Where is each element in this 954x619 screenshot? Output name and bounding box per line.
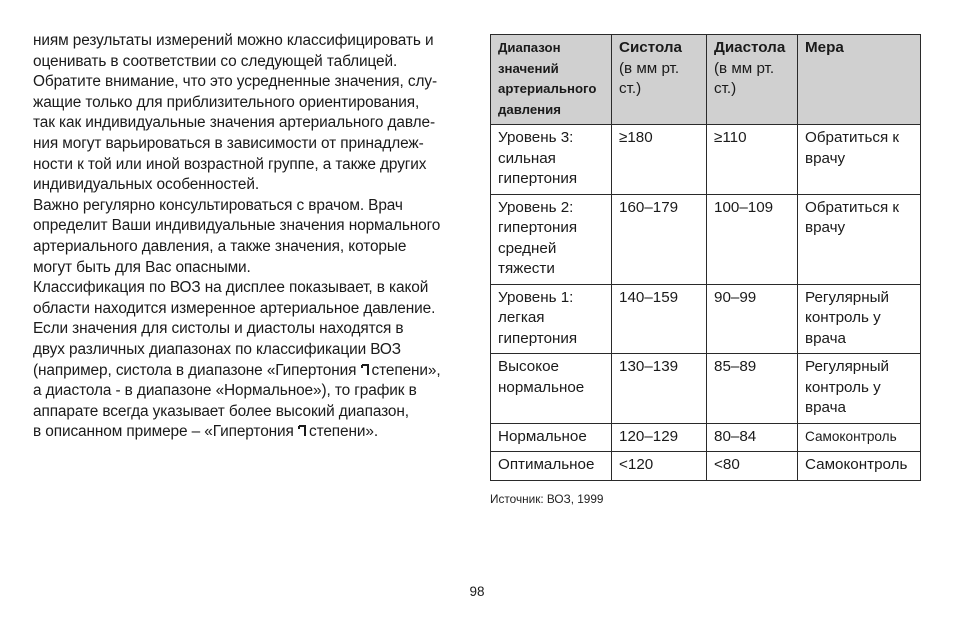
cell-systole: 160–179 — [612, 194, 707, 284]
cell-range: Нормальное — [491, 423, 612, 452]
text-line: Если значения для систолы и диастолы находятся в — [33, 320, 404, 338]
cell-diastole: 100–109 — [707, 194, 798, 284]
table-row — [491, 354, 921, 424]
text-line: оценивать в соответствии со следующей таблицей. — [33, 52, 398, 70]
cell-diastole: 80–84 — [707, 423, 798, 452]
text-line: ности к той или иной возрастной группе, а также других — [33, 155, 427, 173]
cell-action: Обратиться к врачу — [798, 194, 921, 284]
header-action: Мера — [798, 35, 921, 125]
classification-section — [490, 34, 920, 506]
cell-range: Высокое нормальное — [491, 354, 612, 424]
table-row — [491, 194, 921, 284]
cell-systole: ≥180 — [612, 125, 707, 195]
cell-systole: 140–159 — [612, 284, 707, 354]
text-line: индивидуальных особенностей. — [33, 176, 259, 194]
table-row — [491, 452, 921, 481]
cell-diastole: 85–89 — [707, 354, 798, 424]
text-fragment: степени». — [308, 423, 379, 441]
text-line: определит Ваши индивидуальные значения нормального — [33, 217, 441, 235]
text-line: ния могут варьироваться в зависимости от принадлеж- — [33, 134, 424, 152]
cell-diastole: 90–99 — [707, 284, 798, 354]
text-line — [33, 361, 473, 382]
text-line: Важно регулярно консультироваться с врачом. Врач — [33, 196, 403, 214]
text-line: артериального давления, а также значения, которые — [33, 237, 407, 255]
body-text — [33, 31, 473, 443]
header-systole: Систола (в мм рт. ст.) — [612, 35, 707, 125]
text-line: Классификация по ВОЗ на дисплее показывает, в какой — [33, 279, 429, 297]
cell-systole: 120–129 — [612, 423, 707, 452]
text-fragment: степени», — [371, 361, 441, 379]
cell-range: Оптимальное — [491, 452, 612, 481]
cell-range: Уровень 2: гипертония средней тяжести — [491, 194, 612, 284]
text-fragment: в описанном примере – «Гипертония — [33, 423, 298, 441]
text-fragment: (например, систола в диапазоне «Гипертония — [33, 361, 361, 379]
page-number: 98 — [469, 584, 485, 599]
stair-level-icon — [361, 364, 370, 376]
cell-action: Самоконтроль — [798, 452, 921, 481]
cell-diastole: ≥110 — [707, 125, 798, 195]
table-row — [491, 125, 921, 195]
cell-action: Регулярный контроль у врача — [798, 284, 921, 354]
text-line: двух различных диапазонах по классификации ВОЗ — [33, 340, 401, 358]
table-row — [491, 423, 921, 452]
cell-action: Обратиться к врачу — [798, 125, 921, 195]
text-line: так как индивидуальные значения артериального давле- — [33, 114, 435, 132]
text-line: могут быть для Вас опасными. — [33, 258, 251, 276]
text-line: а диастола - в диапазоне «Нормальное»), то график в — [33, 382, 417, 400]
cell-systole: 130–139 — [612, 354, 707, 424]
cell-action: Регулярный контроль у врача — [798, 354, 921, 424]
cell-systole: <120 — [612, 452, 707, 481]
cell-action: Самоконтроль — [798, 423, 921, 452]
text-line: Обратите внимание, что это усредненные значения, слу- — [33, 73, 437, 91]
stair-level-icon — [298, 425, 307, 437]
cell-range: Уровень 3: сильная гипертония — [491, 125, 612, 195]
table-header-row — [491, 35, 921, 125]
table-source-note: Источник: ВОЗ, 1999 — [490, 491, 604, 506]
text-line — [33, 422, 473, 443]
text-line: ниям результаты измерений можно классифицировать и — [33, 32, 434, 49]
text-line: области находится измеренное артериальное давление. — [33, 299, 436, 317]
text-line: жащие только для приблизительного ориентирования, — [33, 93, 420, 111]
header-range: Диапазон значений артериального давления — [491, 35, 612, 125]
cell-diastole: <80 — [707, 452, 798, 481]
text-line: аппарате всегда указывает более высокий диапазон, — [33, 402, 409, 420]
table-row — [491, 284, 921, 354]
cell-range: Уровень 1: легкая гипертония — [491, 284, 612, 354]
who-classification-table — [490, 34, 921, 481]
header-diastole: Диастола (в мм рт. ст.) — [707, 35, 798, 125]
